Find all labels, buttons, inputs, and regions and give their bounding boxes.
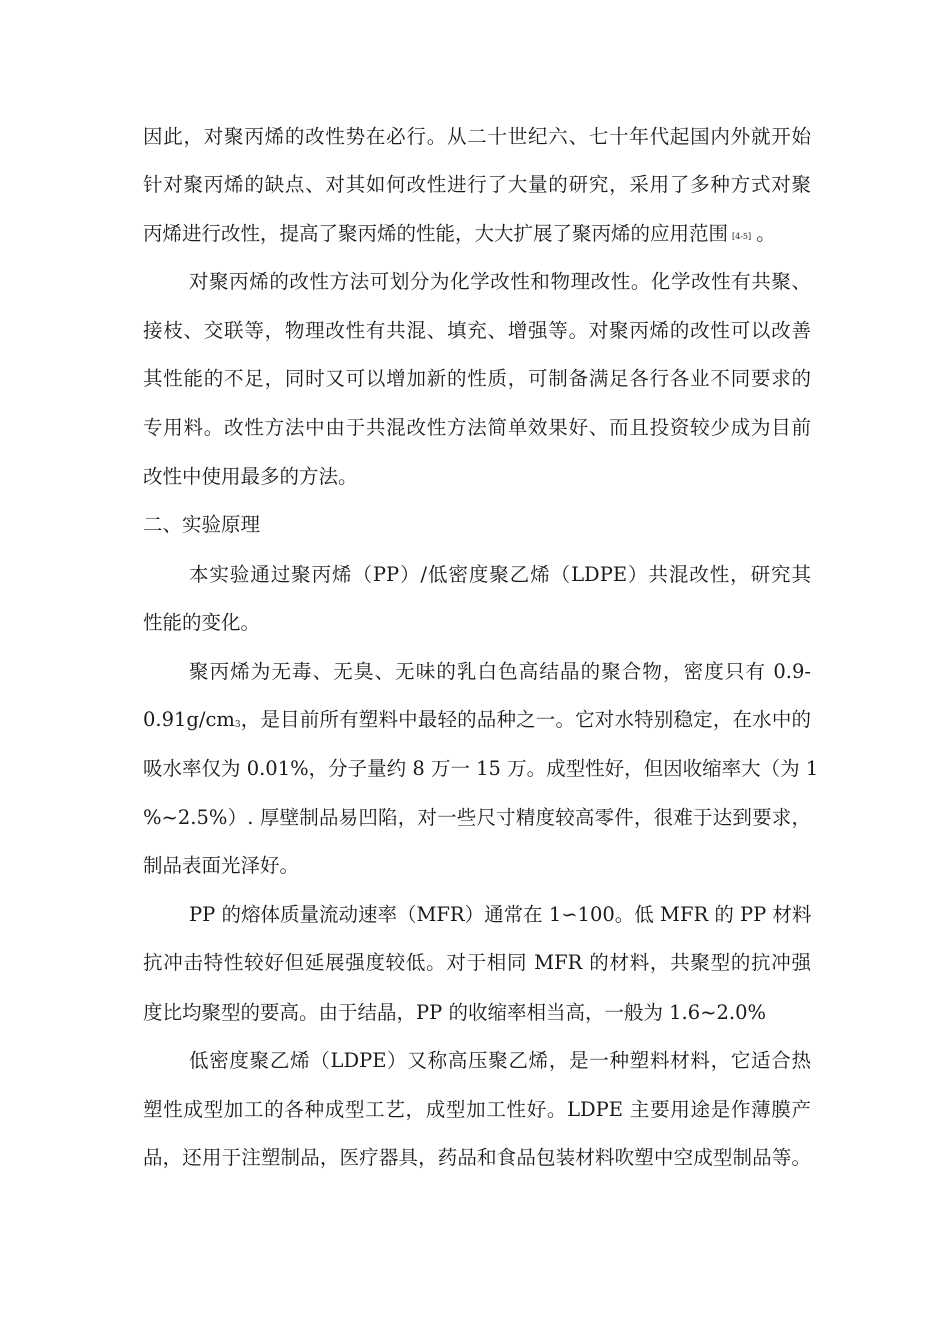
paragraph-2-line-2: 接枝、交联等，物理改性有共混、填充、增强等。对聚丙烯的改性可以改善 xyxy=(143,319,811,342)
paragraph-3-line-2: 性能的变化。 xyxy=(143,611,261,634)
unit-superscript: 3 xyxy=(234,720,241,730)
paragraph-1-line-3-text: 丙烯进行改性，提高了聚丙烯的性能，大大扩展了聚丙烯的应用范围 xyxy=(143,222,729,245)
paragraph-1-line-1: 因此，对聚丙烯的改性势在必行。从二十世纪六、七十年代起国内外就开始 xyxy=(143,125,811,148)
paragraph-6-line-3: 品，还用于注塑制品，医疗器具，药品和食品包装材料吹塑中空成型制品等。 xyxy=(143,1146,811,1169)
paragraph-6-line-2: 塑性成型加工的各种成型工艺，成型加工性好。LDPE 主要用途是作薄膜产 xyxy=(143,1098,811,1121)
paragraph-1-line-2: 针对聚丙烯的缺点、对其如何改性进行了大量的研究，采用了多种方式对聚 xyxy=(143,173,811,196)
paragraph-4-line-5: 制品表面光泽好。 xyxy=(143,854,300,877)
paragraph-4-line-2 xyxy=(143,707,811,733)
paragraph-1-line-3-end: 。 xyxy=(756,222,776,245)
paragraph-1-line-3 xyxy=(143,221,811,247)
paragraph-4-line-4: %~2.5%）. 厚壁制品易凹陷，对一些尺寸精度较高零件，很难于达到要求， xyxy=(143,806,811,829)
paragraph-4-line-2-a: 0.91g/cm xyxy=(143,708,235,731)
citation-reference: [4-5] xyxy=(732,232,752,241)
paragraph-5-line-2: 抗冲击特性较好但延展强度较低。对于相同 MFR 的材料，共聚型的抗冲强 xyxy=(143,951,811,974)
paragraph-4-line-1: 聚丙烯为无毒、无臭、无味的乳白色高结晶的聚合物，密度只有 0.9- xyxy=(189,660,811,683)
paragraph-6-line-1: 低密度聚乙烯（LDPE）又称高压聚乙烯，是一种塑料材料，它适合热 xyxy=(189,1049,811,1072)
paragraph-3-line-1: 本实验通过聚丙烯（PP）/低密度聚乙烯（LDPE）共混改性，研究其 xyxy=(189,563,811,586)
paragraph-5-line-1: PP 的熔体质量流动速率（MFR）通常在 1∽100。低 MFR 的 PP 材料 xyxy=(189,903,812,926)
paragraph-4-line-3: 吸水率仅为 0.01%，分子量约 8 万一 15 万。成型性好，但因收缩率大（为 1 xyxy=(143,757,819,780)
paragraph-2-line-3: 其性能的不足，同时又可以增加新的性质，可制备满足各行各业不同要求的 xyxy=(143,367,811,390)
paragraph-2-line-4: 专用料。改性方法中由于共混改性方法简单效果好、而且投资较少成为目前 xyxy=(143,416,811,439)
section-heading: 二、实验原理 xyxy=(143,513,261,536)
paragraph-2-line-5: 改性中使用最多的方法。 xyxy=(143,465,358,488)
paragraph-4-line-2-b: ，是目前所有塑料中最轻的品种之一。它对水特别稳定，在水中的 xyxy=(240,708,811,731)
paragraph-5-line-3: 度比均聚型的要高。由于结晶，PP 的收缩率相当高，一般为 1.6~2.0% xyxy=(143,1001,767,1024)
paragraph-2-line-1: 对聚丙烯的改性方法可划分为化学改性和物理改性。化学改性有共聚、 xyxy=(189,270,811,293)
